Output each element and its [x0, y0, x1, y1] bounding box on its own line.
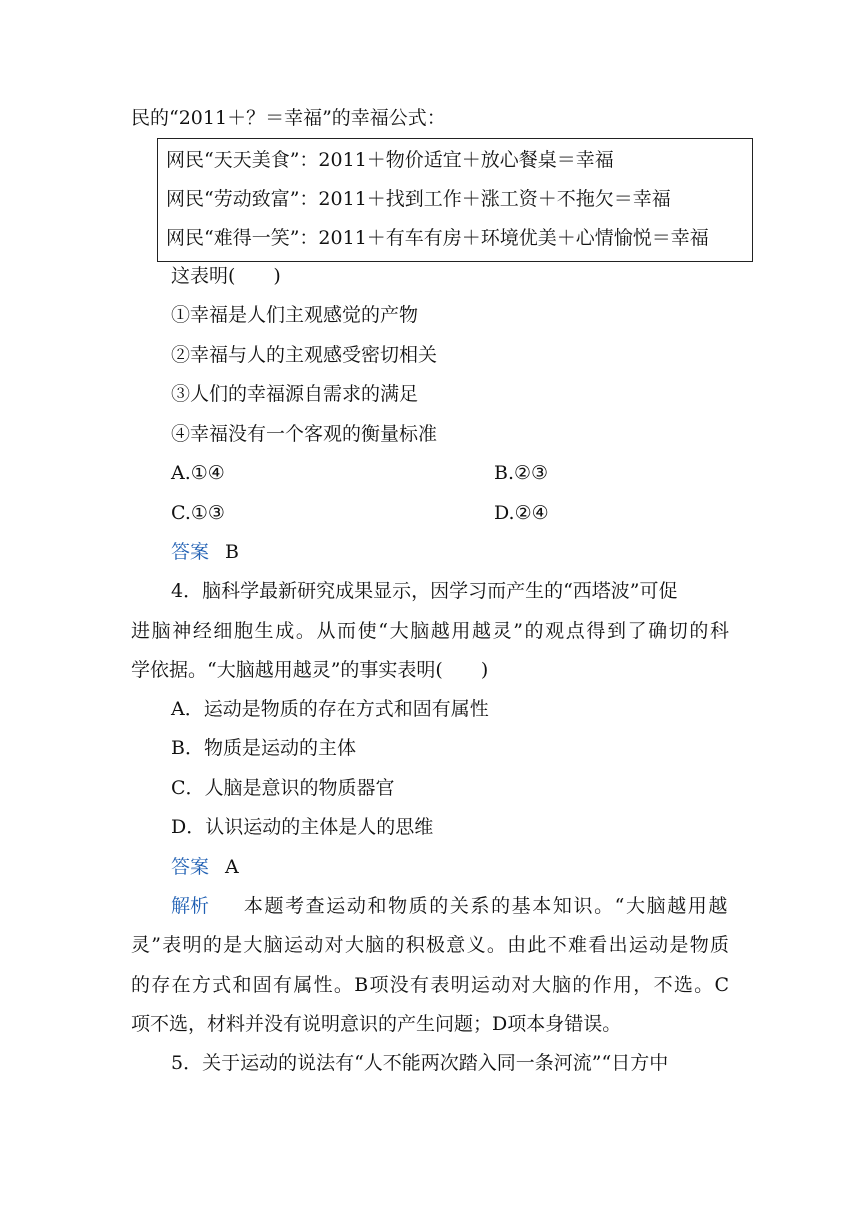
analysis-line: 的存在方式和固有属性。B项没有表明运动对大脑的作用，不选。C: [131, 974, 729, 996]
answer-row: [171, 539, 239, 565]
option-d: D.②④: [494, 502, 549, 524]
answer-value: B: [225, 541, 239, 563]
formula-box: [157, 138, 753, 262]
analysis-line: 本题考查运动和物质的关系的基本知识。“大脑越用越: [243, 895, 729, 917]
option-a: A.①④: [171, 462, 225, 484]
analysis-line: 项不选，材料并没有说明意识的产生问题；D项本身错误。: [131, 1013, 622, 1035]
analysis-first-line: [171, 893, 729, 919]
q4-answer-row: [171, 854, 239, 880]
formula-row: 网民“劳动致富”：2011＋找到工作＋涨工资＋不拖欠＝幸福: [166, 188, 671, 210]
formula-row: 网民“天天美食”：2011＋物价适宜＋放心餐桌＝幸福: [166, 149, 614, 171]
q4-option-a: A．运动是物质的存在方式和固有属性: [171, 698, 489, 720]
question-4-stem-line: 进脑神经细胞生成。从而使“大脑越用越灵”的观点得到了确切的科: [131, 620, 729, 642]
statement-1: ①幸福是人们主观感觉的产物: [171, 304, 419, 326]
question-3-stem: 这表明( ): [171, 265, 281, 287]
statement-4: ④幸福没有一个客观的衡量标准: [171, 423, 438, 445]
option-c: C.①③: [171, 502, 225, 524]
analysis-line: 灵”表明的是大脑运动对大脑的积极意义。由此不难看出运动是物质: [131, 934, 729, 956]
question-4-stem-line: 4．脑科学最新研究成果显示，因学习而产生的“西塔波”可促: [171, 580, 678, 602]
statement-2: ②幸福与人的主观感受密切相关: [171, 344, 438, 366]
q4-option-b: B．物质是运动的主体: [171, 737, 356, 759]
intro-line: 民的“2011＋？＝幸福”的幸福公式：: [131, 107, 446, 129]
q4-option-c: C．人脑是意识的物质器官: [171, 777, 395, 799]
formula-row: 网民“难得一笑”：2011＋有车有房＋环境优美＋心情愉悦＝幸福: [166, 227, 709, 249]
question-5-stem-line: 5．关于运动的说法有“人不能两次踏入同一条河流”“日方中: [171, 1052, 669, 1074]
q4-option-d: D．认识运动的主体是人的思维: [171, 816, 434, 838]
option-b: B.②③: [494, 462, 549, 484]
answer-value: A: [225, 856, 239, 878]
answer-label: 答案: [171, 856, 210, 878]
question-4-stem-line: 学依据。“大脑越用越灵”的事实表明( ): [131, 659, 489, 681]
answer-label: 答案: [171, 541, 210, 563]
analysis-label: 解析: [171, 895, 210, 917]
statement-3: ③人们的幸福源自需求的满足: [171, 383, 419, 405]
